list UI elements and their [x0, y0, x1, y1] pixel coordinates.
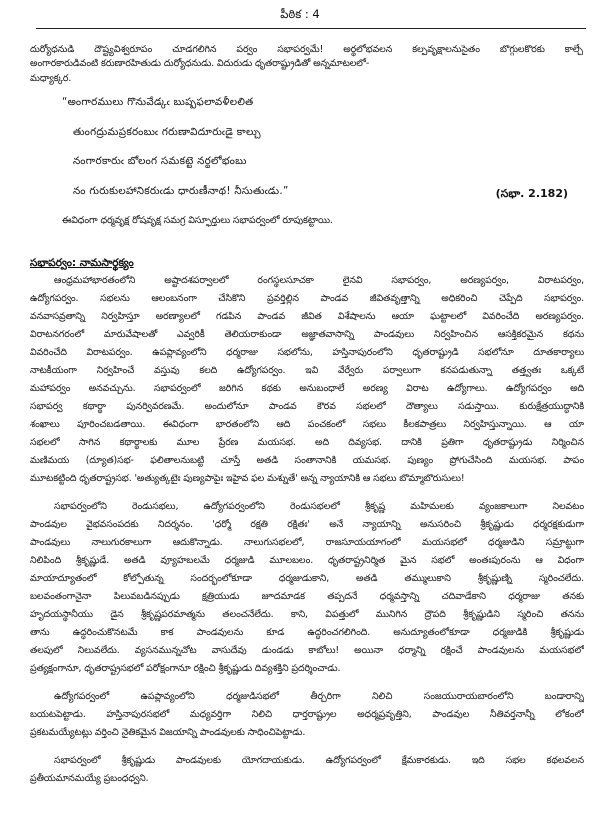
page-header [0, 0, 600, 30]
intro-line: అంగారకారుడివంటి కరుణారహితుడు దుర్యోధనుడు. విదురుడు ధృతరాష్ట్రుడితో అన్నమాటలలో- [30, 58, 370, 69]
body-line: సభాపర్వ కథార్థా పునర్వివరణమే. అందులోనూ పాండవ కౌరవ సభలలో దౌత్యాలు సడుస్తాయి. కురుక్షేత్రయుద్ధానికి [30, 401, 584, 412]
body-line: వివరించేది విరాటపర్వం. ఉపప్లావ్యంలోని ధర్మరాజు సభలోను, హస్తినాపురంలోని ధృతరాష్ట్రుడి సభలోనూ దూతకార్యాలు [30, 347, 584, 358]
poem-line: నంగారకారుఁ బోలంగ సమకట్టె నర్థలోభంబు [73, 155, 247, 167]
body-line: తలపులో నిలువలేదు. వ్యసనమున్నచోట వాసుదేవు డుండడు కాబోలు! అయినా ధర్మాన్ని రక్షించే పాండవులను మయసభలో [30, 645, 584, 656]
body-line: పాండవులు నాలుగురకాలుగా ఆదుకొన్నాడు. నాలుగుసభలలో, రాజసూయయాగంలో మయసభలో ధర్మజుడిని సమ్రాట్టుగా [30, 537, 584, 548]
body-line: నాటకీయంగా నిర్వహించే వస్తువు కలది ఉద్యోగపర్వం. ఇవి వేర్వేరు పర్వాలుగా కనపడుతున్నా తత్త్వతః ఒక్కటే [30, 365, 584, 376]
body-line: తాను ఉద్ధరించుకొనటమే కాక పాండవులను కూడ ఉద్ధరించగలిగింది. అనుద్యూతంలోకూడా ధర్మజుడికి శ్రీకృష్ణుడు [30, 627, 584, 638]
poem-line: తుంగద్రుమప్రకరంబుఁ గరుణావిదూరుఁడై కాల్చు [73, 126, 261, 138]
body-line: ఉద్యోగపర్వంలో ఉపప్లావ్యంలోని ధర్మజుడిసభలో తీర్చరిగా నిలిచి సంజయురాయబారంలోని బండారాన్ని [54, 691, 584, 702]
body-line: పాండవుల వైభవసంపదకు నిదర్శనం. 'ధర్మో రక్షతి రక్షితః' అనే న్యాయాన్ని అనుసరించి శ్రీకృష్ణుడు ధర్మరక్షకుడుగా [30, 519, 584, 530]
intro-line: మధ్యాక్కర. [30, 73, 72, 84]
poem-line: నం గురుకులహానికరుఁడు ధారుణీనాథ! నీసుతుఁడు.” [73, 185, 289, 197]
intro-line: దుర్యోధనుడి దౌష్ట్యవిశ్వరూపం చూడగలిగిన పర్వం సభాపర్వమే! అర్థలోభవలన కల్పవృక్షాలనుసైతం బొగ్గులకొరకు కాల్చే [30, 44, 583, 55]
body-line: సభలలో సాగిన కథార్థాలకు మూల ప్రేరణ మయసభ. అది దివ్యసభ. దానికి ప్రతిగా ధృతరాష్ట్రుడు నిర్మించిన [30, 437, 584, 448]
body-line: మూటకట్టింది ధృతరాష్ట్రసభ. 'అత్యుత్కటైః పుణ్యపాపైః ఇహైవ ఫల మశ్నుతే' అన్న న్యాయానికి ఆ సభలు బొమ్మాబొరుసులు! [30, 473, 465, 484]
after-poem-line: ఈవిధంగా ధర్మవృక్ష రోషవృక్ష సమగ్ర విస్ఫూర్తులు సభాపర్వంలో రూపుకట్టాయి. [62, 215, 333, 226]
body-line: విరాటనగరంలో మారువేషాలతో ఎవ్వరికీ తెలియరాకుండా అజ్ఞాతవాసాన్ని పాండవులు నిర్వహించిన ఆసక్తికరమైన కథను [30, 329, 584, 340]
body-line: బయటపెట్టాడు. హస్తినాపురసభలో మధ్యవర్తిగా నిలిచి ధార్తరాష్ట్రుల అధర్మప్రవృత్తిని, పాండవుల నీతివర్తనాన్నీ లోకంలో [30, 709, 584, 720]
body-line: మహాపర్వం అనవచ్చును. సభాపర్వంలో జరిగిన కథకు అనుబంధాలే అరణ్య విరాట ఉద్యోగాలు. ఉద్యోగపర్వం అది [30, 383, 584, 394]
body-line: సభాపర్వంలోని రెండుసభలు, ఉద్యోగపర్వంలోని రెండుసభలలో శ్రీకృష్ణ మహిమలకు వ్యంజకాలుగా నిలవటం [54, 501, 584, 512]
body-line: ప్రతీయమానమయ్యే ప్రబంధధ్వని. [30, 773, 149, 784]
body-line: శంఖాలు పూరించబడతాయి. ఈవిధంగా భారతంలోని ఆది పంచకంలో సభలు కీలకపాత్రలు నిర్వహిస్తున్నాయి. ఆ యా [30, 419, 584, 430]
body-line: మాయాద్యూతంలో కోల్పోతున్న సందర్భంలోకూడా ధర్మజుడుకాని, అతడి తమ్ములుకాని శ్రీకృష్ణుణ్ని స్మరించలేదు. [30, 573, 584, 584]
section-heading: సభాపర్వం: నామసార్థక్యం [30, 257, 134, 269]
page-number-label: పీఠిక : 4 [280, 6, 320, 21]
header-rule [36, 28, 586, 29]
body-line: నిలిపింది శ్రీకృష్ణుడే. అతడి వ్యూహబలమే ధర్మజుడి మూలబలం. ధృతరాష్ట్రనిర్మిత మైన సభలో అంతఃపురంను ఆ విధంగా [30, 555, 584, 566]
body-line: వనవాసవ్రతాన్ని నిర్వహిస్తూ అరణ్యాలలో గడపిన పాండవ జీవిత విశేషాలను ఆయా ఘట్టాలలో వివరించేది అరణ్యపర్వం. [30, 311, 584, 322]
poem-reference: (సభా. 2.182) [495, 187, 568, 200]
body-line: మణిమయ (ద్యూత)సభ- ఫలితాలనుబట్టి చూస్తే అతడి సంతానానికి యమసభ. పుణ్యం ప్రోగుచేసింది మయసభ. పాపం [30, 455, 584, 466]
poem-line: “అంగారములు గొనువేడ్కఁ బుష్పఫలావళీలలిత [62, 96, 254, 108]
body-line: సభాపర్వంలో శ్రీకృష్ణుడు పాండవులకు యోగదాయకుడు. ఉద్యోగపర్వంలో క్షేమకారకుడు. ఇది సభల కథలవలన [54, 755, 584, 766]
body-line: ప్రత్యక్షంగానూ, ధృతరాష్ట్రసభలో పరోక్షంగానూ రక్షించి శ్రీకృష్ణుడు దివ్యశక్తిని ప్రదర్శించాడు. [30, 663, 341, 674]
body-line: ప్రకటమయ్యేటట్లు వర్తించి నైతికమైన విజయాన్ని పాండవులకు సాధించిపెట్టాడు. [30, 727, 306, 738]
body-line: హృదయస్థానీయు డైన శ్రీకృష్ణపరమాత్మను తలంచనేలేదు. కాని, విపత్తులో మునిగిన ద్రౌపది శ్రీకృష్ణుడిని స్మరించి తనను [30, 609, 584, 620]
body-line: బలవంతంగానైనా పిలువబడినప్పుడు క్షత్రియుడు జూదమాడక తప్పదనే ధర్మవస్తాన్ని చదివాడేకాని ధర్మరాజు తనకు [30, 591, 584, 602]
body-line: ఆంధ్రమహాభారతంలోని అష్టాదశపర్వాలలో రంగస్థలసూచకా లైనవి సభాపర్వం, అరణ్యపర్వం, విరాటపర్వం, [54, 275, 584, 286]
body-line: ఉద్యోగపర్వం. సభలను ఆలంబనంగా చేసికొని ప్రవర్తిల్లిన పాండవ జీవితవృత్తాన్ని అధికరించి చెప్పేది సభాపర్వం. [30, 293, 584, 304]
